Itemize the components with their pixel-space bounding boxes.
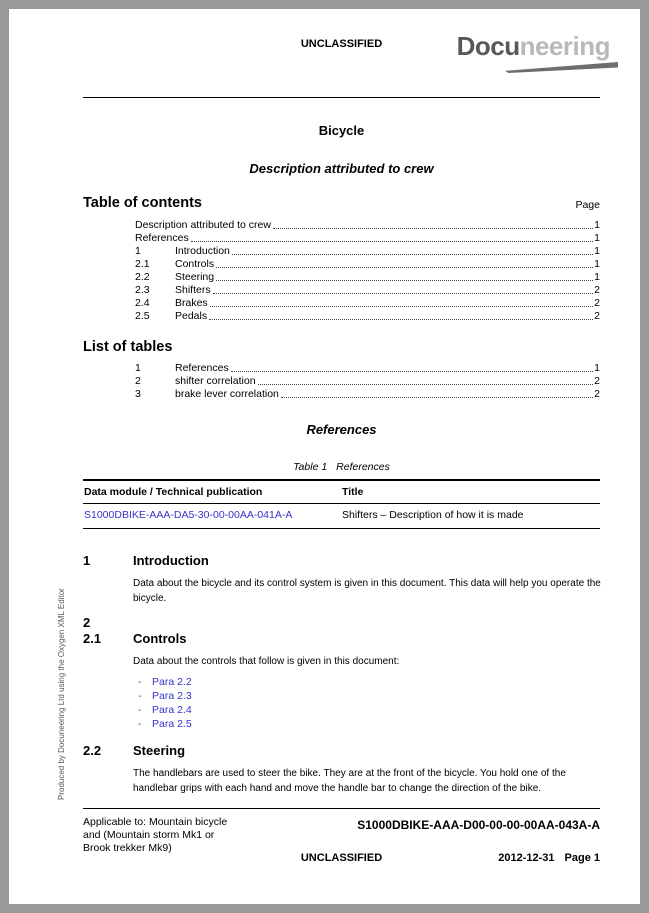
toc-entry[interactable]: References 1 [135,232,600,244]
table-row [83,504,600,528]
lot-entry[interactable]: 3 brake lever correlation 2 [135,388,600,400]
para-link[interactable]: Para 2.3 [152,690,192,702]
page-content [83,9,610,864]
footer-rule [83,808,600,809]
dm-reference-title: Shifters – Description of how it is made [342,509,524,521]
dots-leader [191,241,593,242]
logo-text-light: neering [519,31,610,61]
list-item [138,689,600,703]
dash-bullet-icon: - [138,718,142,730]
toc-header-row [83,195,600,211]
references-table [83,479,600,529]
docuneering-logo [457,33,610,59]
dots-leader [231,371,593,372]
list-item [138,703,600,717]
document-title: Bicycle [318,123,365,138]
toc-list [83,219,600,323]
dots-leader [213,293,594,294]
producer-sidebar-text: Produced by Docuneering Ltd using the Oxygen XML Editor [57,588,66,800]
document-page [9,9,640,904]
para-link-list [138,675,600,731]
lot-list [83,362,600,401]
dots-leader [258,384,594,385]
para-link[interactable]: Para 2.5 [152,718,192,730]
toc-entry[interactable]: 2.3 Shifters 2 [135,284,600,296]
logo-swoosh-icon [505,62,618,73]
issue-date: 2012-12-31 [498,852,555,864]
toc-entry[interactable]: 2.2 Steering 1 [135,271,600,283]
para-link[interactable]: Para 2.4 [152,704,192,716]
toc-entry[interactable]: 2.1 Controls 1 [135,258,600,270]
lot-entry[interactable]: 2 shifter correlation 2 [135,375,600,387]
dots-leader [281,397,593,398]
page-header [83,9,610,97]
toc-entry[interactable]: Description attributed to crew 1 [135,219,600,231]
section-heading-controls: 2.1 Controls [83,631,187,646]
dots-leader [216,267,593,268]
references-heading: References [306,422,377,437]
page-footer [83,808,600,864]
section-heading-introduction: 1 Introduction [83,553,209,568]
toc-page-label: Page [575,199,600,211]
dash-bullet-icon: - [138,676,142,688]
toc-entry[interactable]: 2.5 Pedals 2 [135,310,600,322]
toc-heading: Table of contents [83,195,202,211]
references-table-header [83,481,600,504]
dots-leader [210,306,593,307]
controls-paragraph: Data about the controls that follow is given in this document: [133,656,400,667]
col-header-title: Title [342,486,364,498]
list-item [138,717,600,731]
lot-heading: List of tables [83,339,173,355]
issue-date-page [498,852,600,864]
toc-entry[interactable]: 1 Introduction 1 [135,245,600,257]
classification-header: UNCLASSIFIED [300,38,383,50]
dm-reference-link[interactable]: S1000DBIKE-AAA-DA5-30-00-00AA-041A-A [84,509,293,521]
toc-entry[interactable]: 2.4 Brakes 2 [135,297,600,309]
lot-entry[interactable]: 1 References 1 [135,362,600,374]
col-header-dm: Data module / Technical publication [84,486,263,498]
dots-leader [216,280,593,281]
data-module-code: S1000DBIKE-AAA-D00-00-00-00AA-043A-A [357,818,600,832]
section-heading-steering: 2.2 Steering [83,743,186,758]
dash-bullet-icon: - [138,690,142,702]
list-item [138,675,600,689]
para-link[interactable]: Para 2.2 [152,676,192,688]
dots-leader [273,228,593,229]
introduction-paragraph: Data about the bicycle and its control system is given in this document. This data will help you operate the bicycle. [133,578,601,604]
page-number: Page 1 [564,852,600,864]
dash-bullet-icon: - [138,704,142,716]
references-table-caption: Table 1 References [293,461,390,473]
header-rule [83,97,600,98]
applicability-block: Applicable to: Mountain bicycle and (Mountain storm Mk1 or Brook trekker Mk9) [83,816,228,854]
steering-paragraph: The handlebars are used to steer the bike. They are at the front of the bicycle. You hold one of the handlebar grips with each hand and move the handle bar to change the direction of the bike. [133,768,566,794]
dots-leader [232,254,593,255]
dots-leader [209,319,593,320]
classification-footer: UNCLASSIFIED [300,852,383,864]
document-subtitle: Description attributed to crew [249,161,434,176]
section-heading-2: 2 [83,615,91,630]
logo-text-dark: Docu [456,31,520,61]
